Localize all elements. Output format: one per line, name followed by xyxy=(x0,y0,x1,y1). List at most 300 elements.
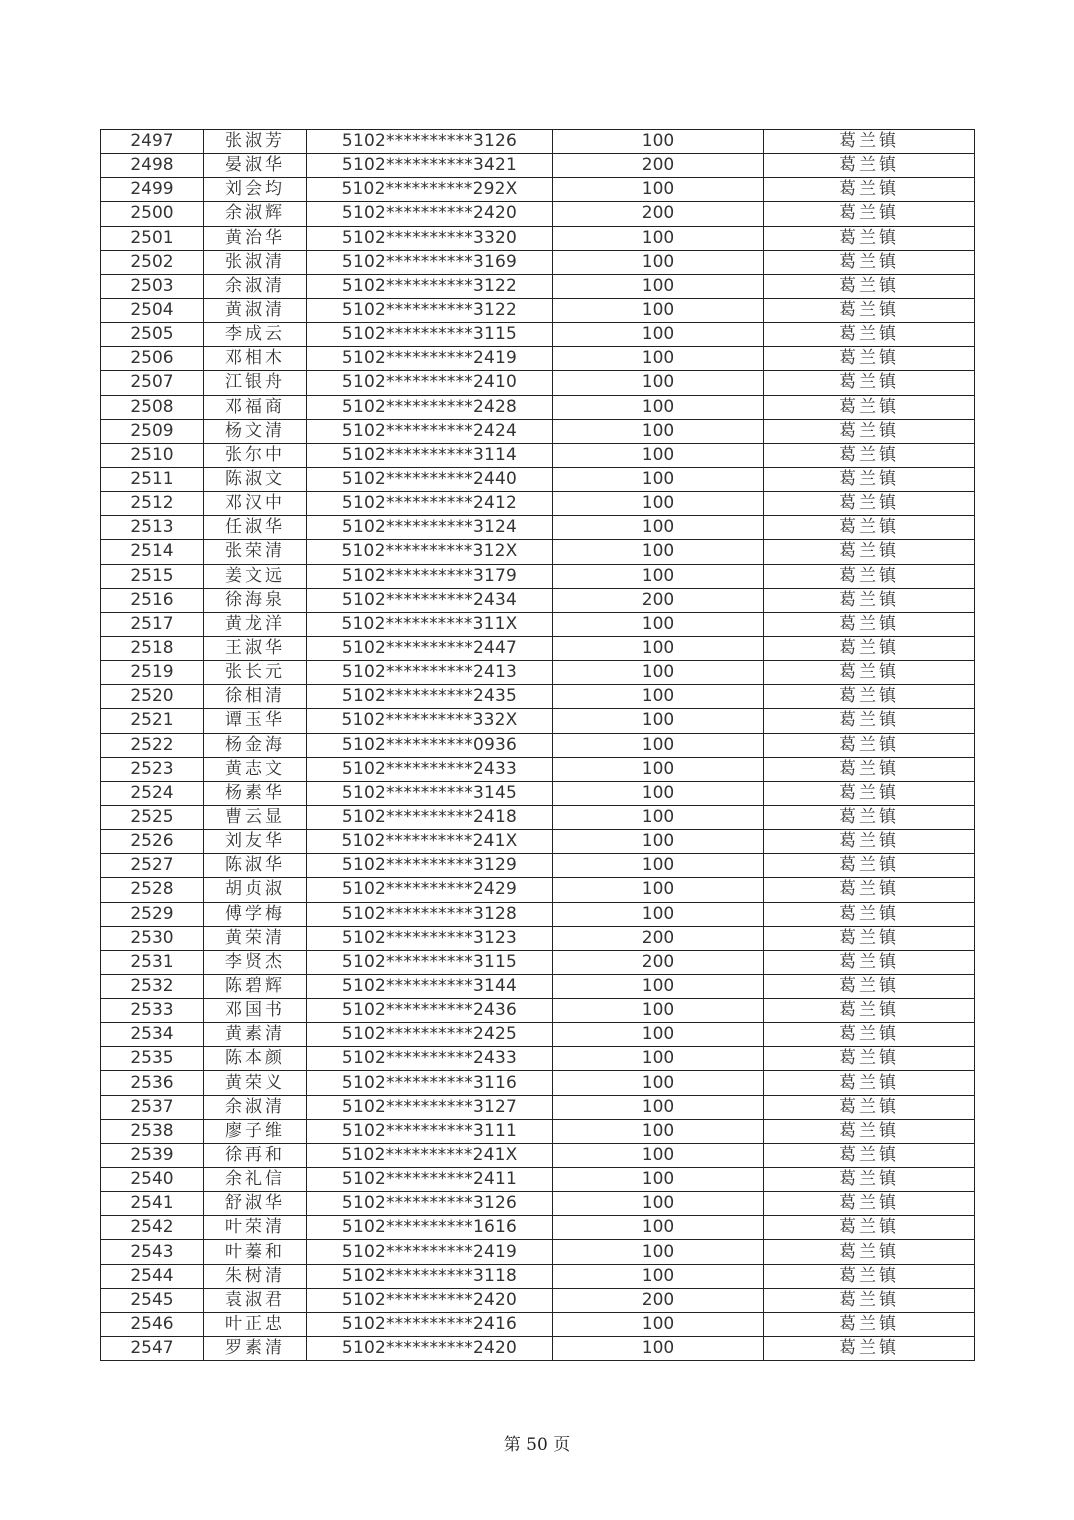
table-row xyxy=(101,1047,975,1071)
id-number-cell: 5102**********3115 xyxy=(307,323,553,347)
table-row xyxy=(101,492,975,516)
table-row xyxy=(101,733,975,757)
id-number-cell: 5102**********3421 xyxy=(307,154,553,178)
amount-cell: 100 xyxy=(553,878,764,902)
amount-cell: 100 xyxy=(553,1337,764,1361)
town-cell: 葛兰镇 xyxy=(764,1143,975,1167)
id-number-cell: 5102**********3122 xyxy=(307,274,553,298)
seq-cell: 2497 xyxy=(101,130,204,154)
name-cell: 杨文清 xyxy=(204,419,307,443)
amount-cell: 100 xyxy=(553,1168,764,1192)
town-cell: 葛兰镇 xyxy=(764,636,975,660)
amount-cell: 200 xyxy=(553,154,764,178)
seq-cell: 2505 xyxy=(101,323,204,347)
town-cell: 葛兰镇 xyxy=(764,685,975,709)
seq-cell: 2511 xyxy=(101,467,204,491)
name-cell: 王淑华 xyxy=(204,636,307,660)
town-cell: 葛兰镇 xyxy=(764,757,975,781)
id-number-cell: 5102**********241X xyxy=(307,1143,553,1167)
table-row xyxy=(101,1264,975,1288)
id-number-cell: 5102**********2436 xyxy=(307,999,553,1023)
town-cell: 葛兰镇 xyxy=(764,1264,975,1288)
name-cell: 廖子维 xyxy=(204,1119,307,1143)
town-cell: 葛兰镇 xyxy=(764,1168,975,1192)
amount-cell: 100 xyxy=(553,178,764,202)
name-cell: 黄素清 xyxy=(204,1023,307,1047)
name-cell: 曹云显 xyxy=(204,805,307,829)
id-number-cell: 5102**********3145 xyxy=(307,781,553,805)
table-row xyxy=(101,974,975,998)
id-number-cell: 5102**********2413 xyxy=(307,661,553,685)
seq-cell: 2532 xyxy=(101,974,204,998)
id-number-cell: 5102**********3116 xyxy=(307,1071,553,1095)
id-number-cell: 5102**********1616 xyxy=(307,1216,553,1240)
table-row xyxy=(101,757,975,781)
table-row xyxy=(101,1216,975,1240)
name-cell: 陈本颜 xyxy=(204,1047,307,1071)
name-cell: 舒淑华 xyxy=(204,1192,307,1216)
amount-cell: 100 xyxy=(553,250,764,274)
town-cell: 葛兰镇 xyxy=(764,902,975,926)
town-cell: 葛兰镇 xyxy=(764,564,975,588)
town-cell: 葛兰镇 xyxy=(764,347,975,371)
town-cell: 葛兰镇 xyxy=(764,395,975,419)
id-number-cell: 5102**********311X xyxy=(307,612,553,636)
town-cell: 葛兰镇 xyxy=(764,588,975,612)
amount-cell: 200 xyxy=(553,588,764,612)
id-number-cell: 5102**********2420 xyxy=(307,1288,553,1312)
seq-cell: 2541 xyxy=(101,1192,204,1216)
table-row xyxy=(101,323,975,347)
town-cell: 葛兰镇 xyxy=(764,854,975,878)
table-row xyxy=(101,661,975,685)
seq-cell: 2540 xyxy=(101,1168,204,1192)
name-cell: 余淑清 xyxy=(204,274,307,298)
town-cell: 葛兰镇 xyxy=(764,467,975,491)
name-cell: 陈碧辉 xyxy=(204,974,307,998)
town-cell: 葛兰镇 xyxy=(764,781,975,805)
seq-cell: 2502 xyxy=(101,250,204,274)
roster-table xyxy=(100,129,975,1361)
amount-cell: 100 xyxy=(553,999,764,1023)
table-row xyxy=(101,1240,975,1264)
id-number-cell: 5102**********3144 xyxy=(307,974,553,998)
amount-cell: 100 xyxy=(553,685,764,709)
amount-cell: 100 xyxy=(553,516,764,540)
amount-cell: 100 xyxy=(553,1023,764,1047)
town-cell: 葛兰镇 xyxy=(764,1192,975,1216)
id-number-cell: 5102**********3114 xyxy=(307,443,553,467)
table-row xyxy=(101,685,975,709)
name-cell: 袁淑君 xyxy=(204,1288,307,1312)
name-cell: 叶正忠 xyxy=(204,1312,307,1336)
table-row xyxy=(101,1168,975,1192)
table-row xyxy=(101,516,975,540)
amount-cell: 100 xyxy=(553,1143,764,1167)
id-number-cell: 5102**********241X xyxy=(307,830,553,854)
seq-cell: 2501 xyxy=(101,226,204,250)
town-cell: 葛兰镇 xyxy=(764,661,975,685)
seq-cell: 2534 xyxy=(101,1023,204,1047)
amount-cell: 100 xyxy=(553,974,764,998)
town-cell: 葛兰镇 xyxy=(764,540,975,564)
name-cell: 余淑辉 xyxy=(204,202,307,226)
amount-cell: 100 xyxy=(553,1240,764,1264)
amount-cell: 100 xyxy=(553,467,764,491)
id-number-cell: 5102**********3128 xyxy=(307,902,553,926)
id-number-cell: 5102**********2434 xyxy=(307,588,553,612)
town-cell: 葛兰镇 xyxy=(764,226,975,250)
amount-cell: 100 xyxy=(553,733,764,757)
table-row xyxy=(101,1095,975,1119)
table-row xyxy=(101,564,975,588)
name-cell: 黄龙洋 xyxy=(204,612,307,636)
town-cell: 葛兰镇 xyxy=(764,1071,975,1095)
amount-cell: 100 xyxy=(553,419,764,443)
name-cell: 张尔中 xyxy=(204,443,307,467)
seq-cell: 2535 xyxy=(101,1047,204,1071)
id-number-cell: 5102**********2418 xyxy=(307,805,553,829)
id-number-cell: 5102**********2419 xyxy=(307,347,553,371)
name-cell: 邓相木 xyxy=(204,347,307,371)
table-row xyxy=(101,250,975,274)
table-row xyxy=(101,709,975,733)
amount-cell: 100 xyxy=(553,612,764,636)
town-cell: 葛兰镇 xyxy=(764,1023,975,1047)
name-cell: 徐相清 xyxy=(204,685,307,709)
amount-cell: 100 xyxy=(553,1312,764,1336)
id-number-cell: 5102**********312X xyxy=(307,540,553,564)
name-cell: 黄志文 xyxy=(204,757,307,781)
table-row xyxy=(101,805,975,829)
id-number-cell: 5102**********3115 xyxy=(307,950,553,974)
town-cell: 葛兰镇 xyxy=(764,1047,975,1071)
table-row xyxy=(101,878,975,902)
town-cell: 葛兰镇 xyxy=(764,154,975,178)
id-number-cell: 5102**********3122 xyxy=(307,298,553,322)
table-row xyxy=(101,1192,975,1216)
amount-cell: 100 xyxy=(553,636,764,660)
table-row xyxy=(101,202,975,226)
table-row xyxy=(101,1337,975,1361)
id-number-cell: 5102**********2433 xyxy=(307,757,553,781)
seq-cell: 2514 xyxy=(101,540,204,564)
name-cell: 叶荣清 xyxy=(204,1216,307,1240)
id-number-cell: 5102**********3127 xyxy=(307,1095,553,1119)
town-cell: 葛兰镇 xyxy=(764,250,975,274)
id-number-cell: 5102**********2410 xyxy=(307,371,553,395)
name-cell: 陈淑文 xyxy=(204,467,307,491)
id-number-cell: 5102**********3179 xyxy=(307,564,553,588)
amount-cell: 100 xyxy=(553,1192,764,1216)
town-cell: 葛兰镇 xyxy=(764,878,975,902)
name-cell: 晏淑华 xyxy=(204,154,307,178)
town-cell: 葛兰镇 xyxy=(764,492,975,516)
amount-cell: 100 xyxy=(553,347,764,371)
name-cell: 邓福商 xyxy=(204,395,307,419)
table-row xyxy=(101,371,975,395)
seq-cell: 2522 xyxy=(101,733,204,757)
town-cell: 葛兰镇 xyxy=(764,1312,975,1336)
table-row xyxy=(101,130,975,154)
id-number-cell: 5102**********3118 xyxy=(307,1264,553,1288)
town-cell: 葛兰镇 xyxy=(764,516,975,540)
town-cell: 葛兰镇 xyxy=(764,1119,975,1143)
seq-cell: 2503 xyxy=(101,274,204,298)
id-number-cell: 5102**********3111 xyxy=(307,1119,553,1143)
seq-cell: 2520 xyxy=(101,685,204,709)
amount-cell: 100 xyxy=(553,1047,764,1071)
amount-cell: 200 xyxy=(553,926,764,950)
table-row xyxy=(101,950,975,974)
town-cell: 葛兰镇 xyxy=(764,926,975,950)
table-row xyxy=(101,467,975,491)
amount-cell: 100 xyxy=(553,854,764,878)
amount-cell: 100 xyxy=(553,274,764,298)
table-row xyxy=(101,1143,975,1167)
id-number-cell: 5102**********3129 xyxy=(307,854,553,878)
id-number-cell: 5102**********2416 xyxy=(307,1312,553,1336)
amount-cell: 100 xyxy=(553,443,764,467)
town-cell: 葛兰镇 xyxy=(764,1095,975,1119)
id-number-cell: 5102**********2420 xyxy=(307,1337,553,1361)
seq-cell: 2531 xyxy=(101,950,204,974)
town-cell: 葛兰镇 xyxy=(764,371,975,395)
name-cell: 黄荣义 xyxy=(204,1071,307,1095)
name-cell: 余淑清 xyxy=(204,1095,307,1119)
id-number-cell: 5102**********2420 xyxy=(307,202,553,226)
name-cell: 叶蓁和 xyxy=(204,1240,307,1264)
seq-cell: 2546 xyxy=(101,1312,204,1336)
id-number-cell: 5102**********2424 xyxy=(307,419,553,443)
town-cell: 葛兰镇 xyxy=(764,178,975,202)
amount-cell: 100 xyxy=(553,540,764,564)
id-number-cell: 5102**********2425 xyxy=(307,1023,553,1047)
amount-cell: 100 xyxy=(553,1216,764,1240)
town-cell: 葛兰镇 xyxy=(764,202,975,226)
town-cell: 葛兰镇 xyxy=(764,130,975,154)
town-cell: 葛兰镇 xyxy=(764,323,975,347)
amount-cell: 100 xyxy=(553,1071,764,1095)
name-cell: 杨金海 xyxy=(204,733,307,757)
table-row xyxy=(101,1312,975,1336)
table-row xyxy=(101,154,975,178)
town-cell: 葛兰镇 xyxy=(764,974,975,998)
name-cell: 江银舟 xyxy=(204,371,307,395)
name-cell: 刘会均 xyxy=(204,178,307,202)
name-cell: 李贤杰 xyxy=(204,950,307,974)
name-cell: 傅学梅 xyxy=(204,902,307,926)
amount-cell: 100 xyxy=(553,323,764,347)
seq-cell: 2512 xyxy=(101,492,204,516)
town-cell: 葛兰镇 xyxy=(764,733,975,757)
name-cell: 张荣清 xyxy=(204,540,307,564)
seq-cell: 2544 xyxy=(101,1264,204,1288)
table-row xyxy=(101,443,975,467)
table-row xyxy=(101,612,975,636)
name-cell: 黄淑清 xyxy=(204,298,307,322)
id-number-cell: 5102**********3169 xyxy=(307,250,553,274)
amount-cell: 100 xyxy=(553,395,764,419)
amount-cell: 100 xyxy=(553,757,764,781)
id-number-cell: 5102**********3123 xyxy=(307,926,553,950)
table-row xyxy=(101,1119,975,1143)
town-cell: 葛兰镇 xyxy=(764,805,975,829)
town-cell: 葛兰镇 xyxy=(764,1240,975,1264)
table-row xyxy=(101,1071,975,1095)
seq-cell: 2504 xyxy=(101,298,204,322)
seq-cell: 2530 xyxy=(101,926,204,950)
name-cell: 黄荣清 xyxy=(204,926,307,950)
amount-cell: 100 xyxy=(553,130,764,154)
seq-cell: 2500 xyxy=(101,202,204,226)
amount-cell: 200 xyxy=(553,202,764,226)
seq-cell: 2533 xyxy=(101,999,204,1023)
amount-cell: 100 xyxy=(553,298,764,322)
town-cell: 葛兰镇 xyxy=(764,1337,975,1361)
table-row xyxy=(101,274,975,298)
name-cell: 陈淑华 xyxy=(204,854,307,878)
amount-cell: 100 xyxy=(553,902,764,926)
amount-cell: 100 xyxy=(553,226,764,250)
name-cell: 邓国书 xyxy=(204,999,307,1023)
name-cell: 张淑芳 xyxy=(204,130,307,154)
name-cell: 张淑清 xyxy=(204,250,307,274)
seq-cell: 2523 xyxy=(101,757,204,781)
name-cell: 朱树清 xyxy=(204,1264,307,1288)
id-number-cell: 5102**********2429 xyxy=(307,878,553,902)
name-cell: 刘友华 xyxy=(204,830,307,854)
town-cell: 葛兰镇 xyxy=(764,443,975,467)
town-cell: 葛兰镇 xyxy=(764,1216,975,1240)
amount-cell: 100 xyxy=(553,805,764,829)
table-row xyxy=(101,298,975,322)
town-cell: 葛兰镇 xyxy=(764,419,975,443)
seq-cell: 2506 xyxy=(101,347,204,371)
name-cell: 徐再和 xyxy=(204,1143,307,1167)
town-cell: 葛兰镇 xyxy=(764,709,975,733)
seq-cell: 2526 xyxy=(101,830,204,854)
town-cell: 葛兰镇 xyxy=(764,999,975,1023)
amount-cell: 200 xyxy=(553,950,764,974)
amount-cell: 100 xyxy=(553,564,764,588)
id-number-cell: 5102**********0936 xyxy=(307,733,553,757)
seq-cell: 2518 xyxy=(101,636,204,660)
town-cell: 葛兰镇 xyxy=(764,1288,975,1312)
table-row xyxy=(101,781,975,805)
table-row xyxy=(101,830,975,854)
seq-cell: 2537 xyxy=(101,1095,204,1119)
table-row xyxy=(101,926,975,950)
id-number-cell: 5102**********2433 xyxy=(307,1047,553,1071)
name-cell: 任淑华 xyxy=(204,516,307,540)
table-row xyxy=(101,419,975,443)
seq-cell: 2509 xyxy=(101,419,204,443)
seq-cell: 2529 xyxy=(101,902,204,926)
name-cell: 李成云 xyxy=(204,323,307,347)
id-number-cell: 5102**********2428 xyxy=(307,395,553,419)
town-cell: 葛兰镇 xyxy=(764,830,975,854)
table-row xyxy=(101,178,975,202)
seq-cell: 2539 xyxy=(101,1143,204,1167)
town-cell: 葛兰镇 xyxy=(764,274,975,298)
town-cell: 葛兰镇 xyxy=(764,298,975,322)
id-number-cell: 5102**********2435 xyxy=(307,685,553,709)
amount-cell: 100 xyxy=(553,1095,764,1119)
name-cell: 罗素清 xyxy=(204,1337,307,1361)
seq-cell: 2536 xyxy=(101,1071,204,1095)
table-row xyxy=(101,1023,975,1047)
amount-cell: 100 xyxy=(553,492,764,516)
name-cell: 徐海泉 xyxy=(204,588,307,612)
seq-cell: 2527 xyxy=(101,854,204,878)
table-row xyxy=(101,347,975,371)
id-number-cell: 5102**********2440 xyxy=(307,467,553,491)
amount-cell: 100 xyxy=(553,371,764,395)
table-row xyxy=(101,1288,975,1312)
town-cell: 葛兰镇 xyxy=(764,950,975,974)
table-row xyxy=(101,395,975,419)
table-row xyxy=(101,902,975,926)
table-row xyxy=(101,588,975,612)
page-number: 第 50 页 xyxy=(503,1435,571,1455)
seq-cell: 2525 xyxy=(101,805,204,829)
id-number-cell: 5102**********292X xyxy=(307,178,553,202)
seq-cell: 2508 xyxy=(101,395,204,419)
name-cell: 谭玉华 xyxy=(204,709,307,733)
id-number-cell: 5102**********2411 xyxy=(307,1168,553,1192)
seq-cell: 2524 xyxy=(101,781,204,805)
seq-cell: 2499 xyxy=(101,178,204,202)
seq-cell: 2517 xyxy=(101,612,204,636)
table-row xyxy=(101,540,975,564)
seq-cell: 2513 xyxy=(101,516,204,540)
table-row xyxy=(101,636,975,660)
id-number-cell: 5102**********2447 xyxy=(307,636,553,660)
seq-cell: 2528 xyxy=(101,878,204,902)
seq-cell: 2507 xyxy=(101,371,204,395)
seq-cell: 2519 xyxy=(101,661,204,685)
seq-cell: 2515 xyxy=(101,564,204,588)
name-cell: 杨素华 xyxy=(204,781,307,805)
name-cell: 胡贞淑 xyxy=(204,878,307,902)
amount-cell: 100 xyxy=(553,1119,764,1143)
roster-table-body xyxy=(101,130,975,1361)
amount-cell: 100 xyxy=(553,830,764,854)
table-row xyxy=(101,999,975,1023)
amount-cell: 100 xyxy=(553,1264,764,1288)
town-cell: 葛兰镇 xyxy=(764,612,975,636)
name-cell: 张长元 xyxy=(204,661,307,685)
amount-cell: 100 xyxy=(553,781,764,805)
seq-cell: 2516 xyxy=(101,588,204,612)
name-cell: 邓汉中 xyxy=(204,492,307,516)
amount-cell: 200 xyxy=(553,1288,764,1312)
seq-cell: 2543 xyxy=(101,1240,204,1264)
id-number-cell: 5102**********3320 xyxy=(307,226,553,250)
name-cell: 余礼信 xyxy=(204,1168,307,1192)
seq-cell: 2521 xyxy=(101,709,204,733)
table-row xyxy=(101,226,975,250)
id-number-cell: 5102**********2419 xyxy=(307,1240,553,1264)
name-cell: 黄治华 xyxy=(204,226,307,250)
id-number-cell: 5102**********3126 xyxy=(307,130,553,154)
id-number-cell: 5102**********3124 xyxy=(307,516,553,540)
id-number-cell: 5102**********3126 xyxy=(307,1192,553,1216)
name-cell: 姜文远 xyxy=(204,564,307,588)
amount-cell: 100 xyxy=(553,661,764,685)
id-number-cell: 5102**********2412 xyxy=(307,492,553,516)
